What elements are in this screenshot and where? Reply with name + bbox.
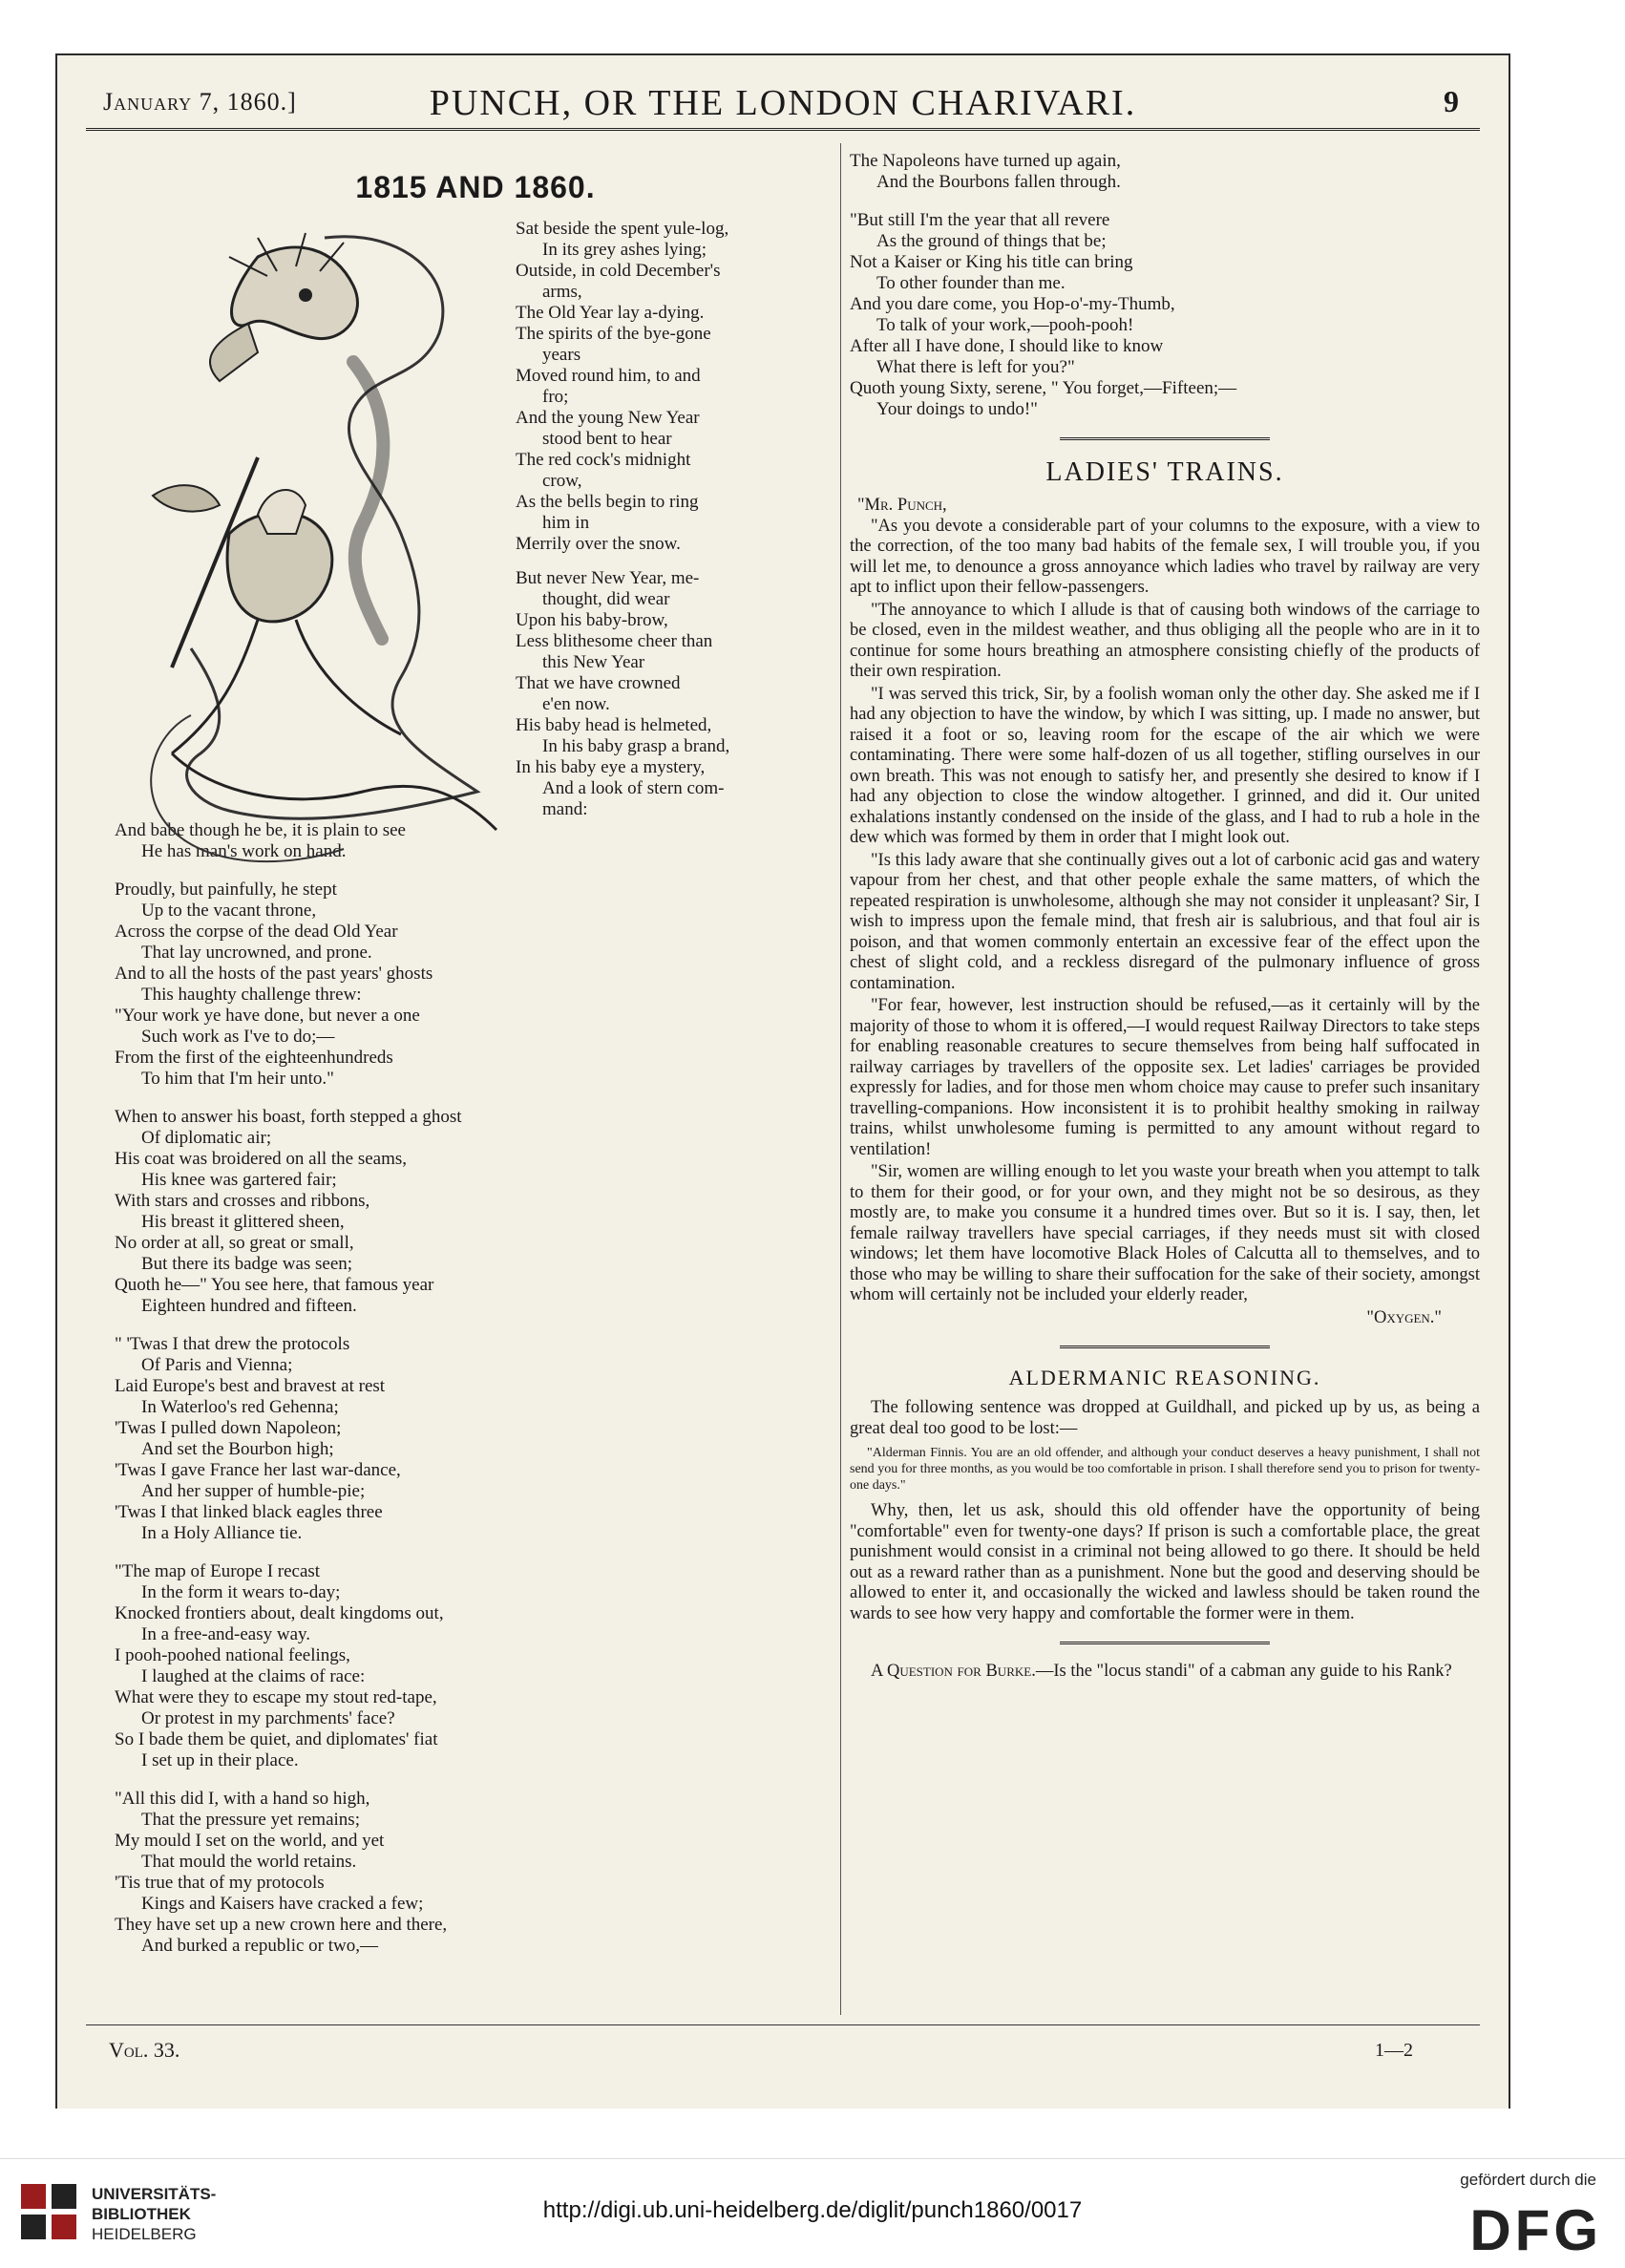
article-paragraph: "As you devote a considerable part of your columns to the exposure, with a view to the correction, of the too many bad habits of the female sex, I will trouble you, if you will let me, to denounce a gross annoyance which ladies who travel by railway are very apt to inflict upon their fellow-passengers. (850, 516, 1480, 597)
poem-line: 'Twas I pulled down Napoleon; (115, 1418, 342, 1438)
poem-continuation (850, 151, 1480, 420)
poem-line: thought, did wear (542, 589, 670, 609)
poem-line: "The map of Europe I recast (115, 1561, 321, 1581)
poem-line: In a free-and-easy way. (141, 1624, 311, 1644)
poem-line: The Old Year lay a-dying. (516, 303, 705, 323)
poem-line: Up to the vacant throne, (141, 901, 317, 921)
poem-stanza (115, 1107, 836, 1317)
poem-illustrated-block (115, 219, 836, 820)
poem-wrapped-lines (516, 219, 836, 820)
library-name: UNIVERSITÄTS- BIBLIOTHEK HEIDELBERG (92, 2185, 217, 2243)
poem-line: Not a Kaiser or King his title can bring (850, 252, 1133, 272)
poem-line: Outside, in cold December's (516, 261, 721, 281)
poem-line: And her supper of humble-pie; (141, 1481, 366, 1501)
ladies-trains-article (850, 496, 1480, 1328)
left-column (115, 151, 836, 1974)
header-date: January 7, 1860.] (103, 88, 297, 116)
poem-stanza (850, 151, 1480, 193)
article-paragraph: "Sir, women are willing enough to let you waste your breath when you attempt to talk to them for their good, or for your own, and they might not be so desirous, as they mostly are, to make you consume it a hundred times over. But so it is. I say, then, let female railway travellers have special carriages, if they needs must sit with closed windows; let them have locomotive Black Holes of Calcutta all to themselves, and to those who may be willing to share their suffocation for the sake of their society, amongst whom will certainly not be included your elderly reader, (850, 1162, 1480, 1304)
section-rule (1060, 1642, 1270, 1644)
dragon-knight-illustration (115, 219, 516, 887)
poem-line: fro; (542, 387, 569, 407)
poem-line: That mould the world retains. (141, 1852, 357, 1872)
poem-line: "But still I'm the year that all revere (850, 210, 1110, 230)
poem-stanza (115, 1789, 836, 1957)
poem-line: But there its badge was seen; (141, 1254, 353, 1274)
aldermanic-intro: The following sentence was dropped at Guildhall, and picked up by us, as being a great deal too good to be lost:— (850, 1398, 1480, 1438)
section-rule (1060, 1346, 1270, 1348)
poem-line: Quoth young Sixty, serene, " You forget,—Fifteen;— (850, 378, 1237, 398)
poem-line: His knee was gartered fair; (141, 1170, 337, 1190)
column-divider (840, 143, 841, 2015)
poem-line: Such work as I've to do;— (141, 1027, 335, 1047)
poem-line: In Waterloo's red Gehenna; (141, 1397, 339, 1417)
page-header (86, 78, 1480, 131)
poem-line: My mould I set on the world, and yet (115, 1831, 385, 1851)
poem-line: I laughed at the claims of race: (141, 1666, 366, 1686)
poem-line: The red cock's midnight (516, 450, 691, 470)
poem-line: The spirits of the bye-gone (516, 324, 711, 344)
poem-line: And you dare come, you Hop-o'-my-Thumb, (850, 294, 1175, 314)
poem-line: To talk of your work,—pooh-pooh! (876, 315, 1134, 335)
poem-stanza (115, 1334, 836, 1544)
digitization-bar (0, 2158, 1625, 2268)
poem-line: Across the corpse of the dead Old Year (115, 922, 398, 942)
aldermanic-quote: "Alderman Finnis. You are an old offender, and although your conduct deserves a heavy punishment, I shall not send you for three months, as you would be too comfortable in prison. I shall therefore send you to prison for twenty-one days." (850, 1446, 1480, 1493)
poem-line: "Your work ye have done, but never a one (115, 1006, 420, 1026)
poem-line: And set the Bourbon high; (141, 1439, 334, 1459)
poem-line: From the first of the eighteenhundreds (115, 1048, 393, 1068)
question-item (850, 1662, 1480, 1683)
poem-line: Knocked frontiers about, dealt kingdoms out, (115, 1603, 444, 1623)
poem-line: That lay uncrowned, and prone. (141, 943, 372, 963)
poem-line: His breast it glittered sheen, (141, 1212, 345, 1232)
right-column (850, 151, 1480, 1685)
poem-line: years (542, 345, 581, 365)
poem-line: In his baby grasp a brand, (542, 736, 730, 756)
poem-title: 1815 AND 1860. (355, 170, 596, 204)
poem-line: Of Paris and Vienna; (141, 1355, 293, 1375)
poem-line: To other founder than me. (876, 273, 1066, 293)
article-paragraph: "For fear, however, lest instruction should be refused,—as it certainly will by the majority of those to whom it is offered,—I would request Railway Directors to take steps for enabling reasonable creatures to secure themselves from being half suffocated in railway carriages by travellers of the opposite sex. Let ladies' carriages be provided expressly for ladies, and for those men whom choice may cause to prefer such insanitary travelling-companions. How inconsistent it is to prohibit healthy smoking in railway trains, whilst unwholesome fuming is permitted to any amount without regard to ventilation! (850, 996, 1480, 1159)
poem-line: This haughty challenge threw: (141, 985, 362, 1005)
poem-line: Sat beside the spent yule-log, (516, 219, 729, 239)
poem-line: Or protest in my parchments' face? (141, 1708, 395, 1728)
poem-line: And burked a republic or two,— (141, 1936, 378, 1956)
article-paragraph: "Is this lady aware that she continually gives out a lot of carbonic acid gas and watery vapour from her chest, and that other people exhale the same matters, of which the repeated respiration is unwholesome, although she may not consider it unpleasant? Sir, I wish to impress upon the female mind, that fresh air is salubrious, and that foul air is poison, and that women commonly entertain an excessive fear of the effect upon the chest of slight cold, and a reckless disregard of the pulmonary influence of gross contamination. (850, 850, 1480, 993)
poem-line: Of diplomatic air; (141, 1128, 272, 1148)
source-url-link[interactable]: http://digi.ub.uni-heidelberg.de/diglit/punch1860/0017 (542, 2197, 1083, 2223)
poem-line: Moved round him, to and (516, 366, 701, 386)
poem-line: When to answer his boast, forth stepped a ghost (115, 1107, 462, 1127)
poem-line: Proudly, but painfully, he stept (115, 880, 337, 900)
poem-line: What there is left for you?" (876, 357, 1075, 377)
poem-line: "All this did I, with a hand so high, (115, 1789, 370, 1809)
article-paragraph: "I was served this trick, Sir, by a foolish woman only the other day. She asked me if I had any objection to have the window, by which I was sitting, up. I made no answer, but raised it a foot or so, leaving room for the escape of the air which we were contaminating. There were some half-dozen of us all together, stifling ourselves in our own breath. This was not enough to satisfy her, and presently she desired to know if I had any objection to close the window altogether. I grinned, and did it. Our united exhalations instantly condensed on the inside of the glass, and I had to rub a hole in the dew which was formed by them in order that I might look out. (850, 684, 1480, 847)
poem-line: 'Twas I that linked black eagles three (115, 1502, 383, 1522)
poem-line: His coat was broidered on all the seams, (115, 1149, 408, 1169)
question-text: —Is the "locus standi" of a cabman any guide to his Rank? (1035, 1662, 1452, 1681)
poem-line: Quoth he—" You see here, that famous year (115, 1275, 434, 1295)
poem-line: Less blithesome cheer than (516, 631, 713, 651)
poem-line: arms, (542, 282, 582, 302)
funded-by-label: gefördert durch die (1460, 2171, 1596, 2189)
section-rule (1060, 437, 1270, 440)
header-title: PUNCH, OR THE LONDON CHARIVARI. (429, 83, 1137, 123)
poem-line: this New Year (542, 652, 645, 672)
poem-line: After all I have done, I should like to know (850, 336, 1164, 356)
poem-stanza (115, 1561, 836, 1771)
poem-line: As the bells begin to ring (516, 492, 699, 512)
poem-line: Eighteen hundred and fifteen. (141, 1296, 357, 1316)
poem-line: mand: (542, 799, 588, 819)
poem-line: Upon his baby-brow, (516, 610, 668, 630)
ladies-trains-heading: LADIES' TRAINS. (1045, 457, 1284, 487)
poem-line: That we have crowned (516, 673, 681, 693)
poem-line: Kings and Kaisers have cracked a few; (141, 1894, 424, 1914)
poem-line: That the pressure yet remains; (141, 1810, 360, 1830)
poem-line: e'en now. (542, 694, 610, 714)
poem-stanza (850, 210, 1480, 420)
poem-line: No order at all, so great or small, (115, 1233, 354, 1253)
poem-line: crow, (542, 471, 582, 491)
poem-line: With stars and crosses and ribbons, (115, 1191, 370, 1211)
poem-line: As the ground of things that be; (876, 231, 1107, 251)
poem-line: They have set up a new crown here and there, (115, 1915, 448, 1935)
poem-line: I set up in their place. (141, 1750, 299, 1770)
poem-line: His baby head is helmeted, (516, 715, 712, 735)
poem-line: In the form it wears to-day; (141, 1582, 341, 1602)
poem-line: " 'Twas I that drew the protocols (115, 1334, 350, 1354)
poem-line: The Napoleons have turned up again, (850, 151, 1121, 171)
poem-line (516, 555, 836, 568)
article-salutation: "Mr. Punch, (857, 496, 947, 515)
poem-line: But never New Year, me- (516, 568, 700, 588)
poem-line: And the Bourbons fallen through. (876, 172, 1121, 192)
poem-line: him in (542, 513, 590, 533)
poem-line: And babe though he be, it is plain to see (115, 820, 406, 840)
poem-line: Your doings to undo!" (876, 399, 1038, 419)
poem-line: 'Tis true that of my protocols (115, 1873, 325, 1893)
dfg-logo: DFG (1469, 2198, 1602, 2262)
article-signature: "Oxygen." (1366, 1307, 1442, 1327)
poem-line: Laid Europe's best and bravest at rest (115, 1376, 386, 1396)
question-lead: A Question for Burke. (871, 1662, 1036, 1681)
poem-line: And to all the hosts of the past years' ghosts (115, 964, 433, 984)
footer-signature-mark: 1—2 (1375, 2040, 1413, 2061)
poem-line: Merrily over the snow. (516, 534, 681, 554)
poem-stanza (115, 880, 836, 1090)
poem-line: What were they to escape my stout red-tape, (115, 1687, 437, 1707)
footer-volume: Vol. 33. (109, 2038, 180, 2062)
aldermanic-heading: ALDERMANIC REASONING. (1008, 1366, 1321, 1389)
poem-line: stood bent to hear (542, 429, 672, 449)
poem-line: 'Twas I gave France her last war-dance, (115, 1460, 401, 1480)
aldermanic-body: Why, then, let us ask, should this old offender have the opportunity of being "comfortable" even for twenty-one days? If prison is such a comfortable place, the great punishment would consist in a criminal not being allowed to go there. It should be held out as a reward rather than as a punishment. None but the good and deserving should be allowed to enter it, and occasionally the wicked and lawless should be taken round the wards to see how very happy and comfortable the former were in them. (850, 1501, 1480, 1623)
aldermanic-article (850, 1398, 1480, 1624)
newspaper-page (55, 53, 1510, 2109)
poem-stanzas (115, 820, 836, 1957)
poem-line: To him that I'm heir unto." (141, 1069, 334, 1089)
poem-line: And the young New Year (516, 408, 700, 428)
article-paragraph: "The annoyance to which I allude is that of causing both windows of the carriage to be closed, even in the mildest weather, and thus obliging all the people who are in it to continue for some hours breathing an atmosphere consisting chiefly of the products of their own respiration. (850, 600, 1480, 681)
poem-line: In his baby eye a mystery, (516, 757, 706, 777)
poem-line: I pooh-poohed national feelings, (115, 1645, 350, 1665)
footer-rule (86, 2024, 1480, 2025)
poem-line: In its grey ashes lying; (542, 240, 707, 260)
poem-line: So I bade them be quiet, and diplomates' fiat (115, 1729, 438, 1749)
header-page-number: 9 (1444, 84, 1459, 118)
poem-line: And a look of stern com- (542, 778, 725, 798)
poem-line: He has man's work on hand. (141, 841, 347, 861)
poem-line: In a Holy Alliance tie. (141, 1523, 303, 1543)
